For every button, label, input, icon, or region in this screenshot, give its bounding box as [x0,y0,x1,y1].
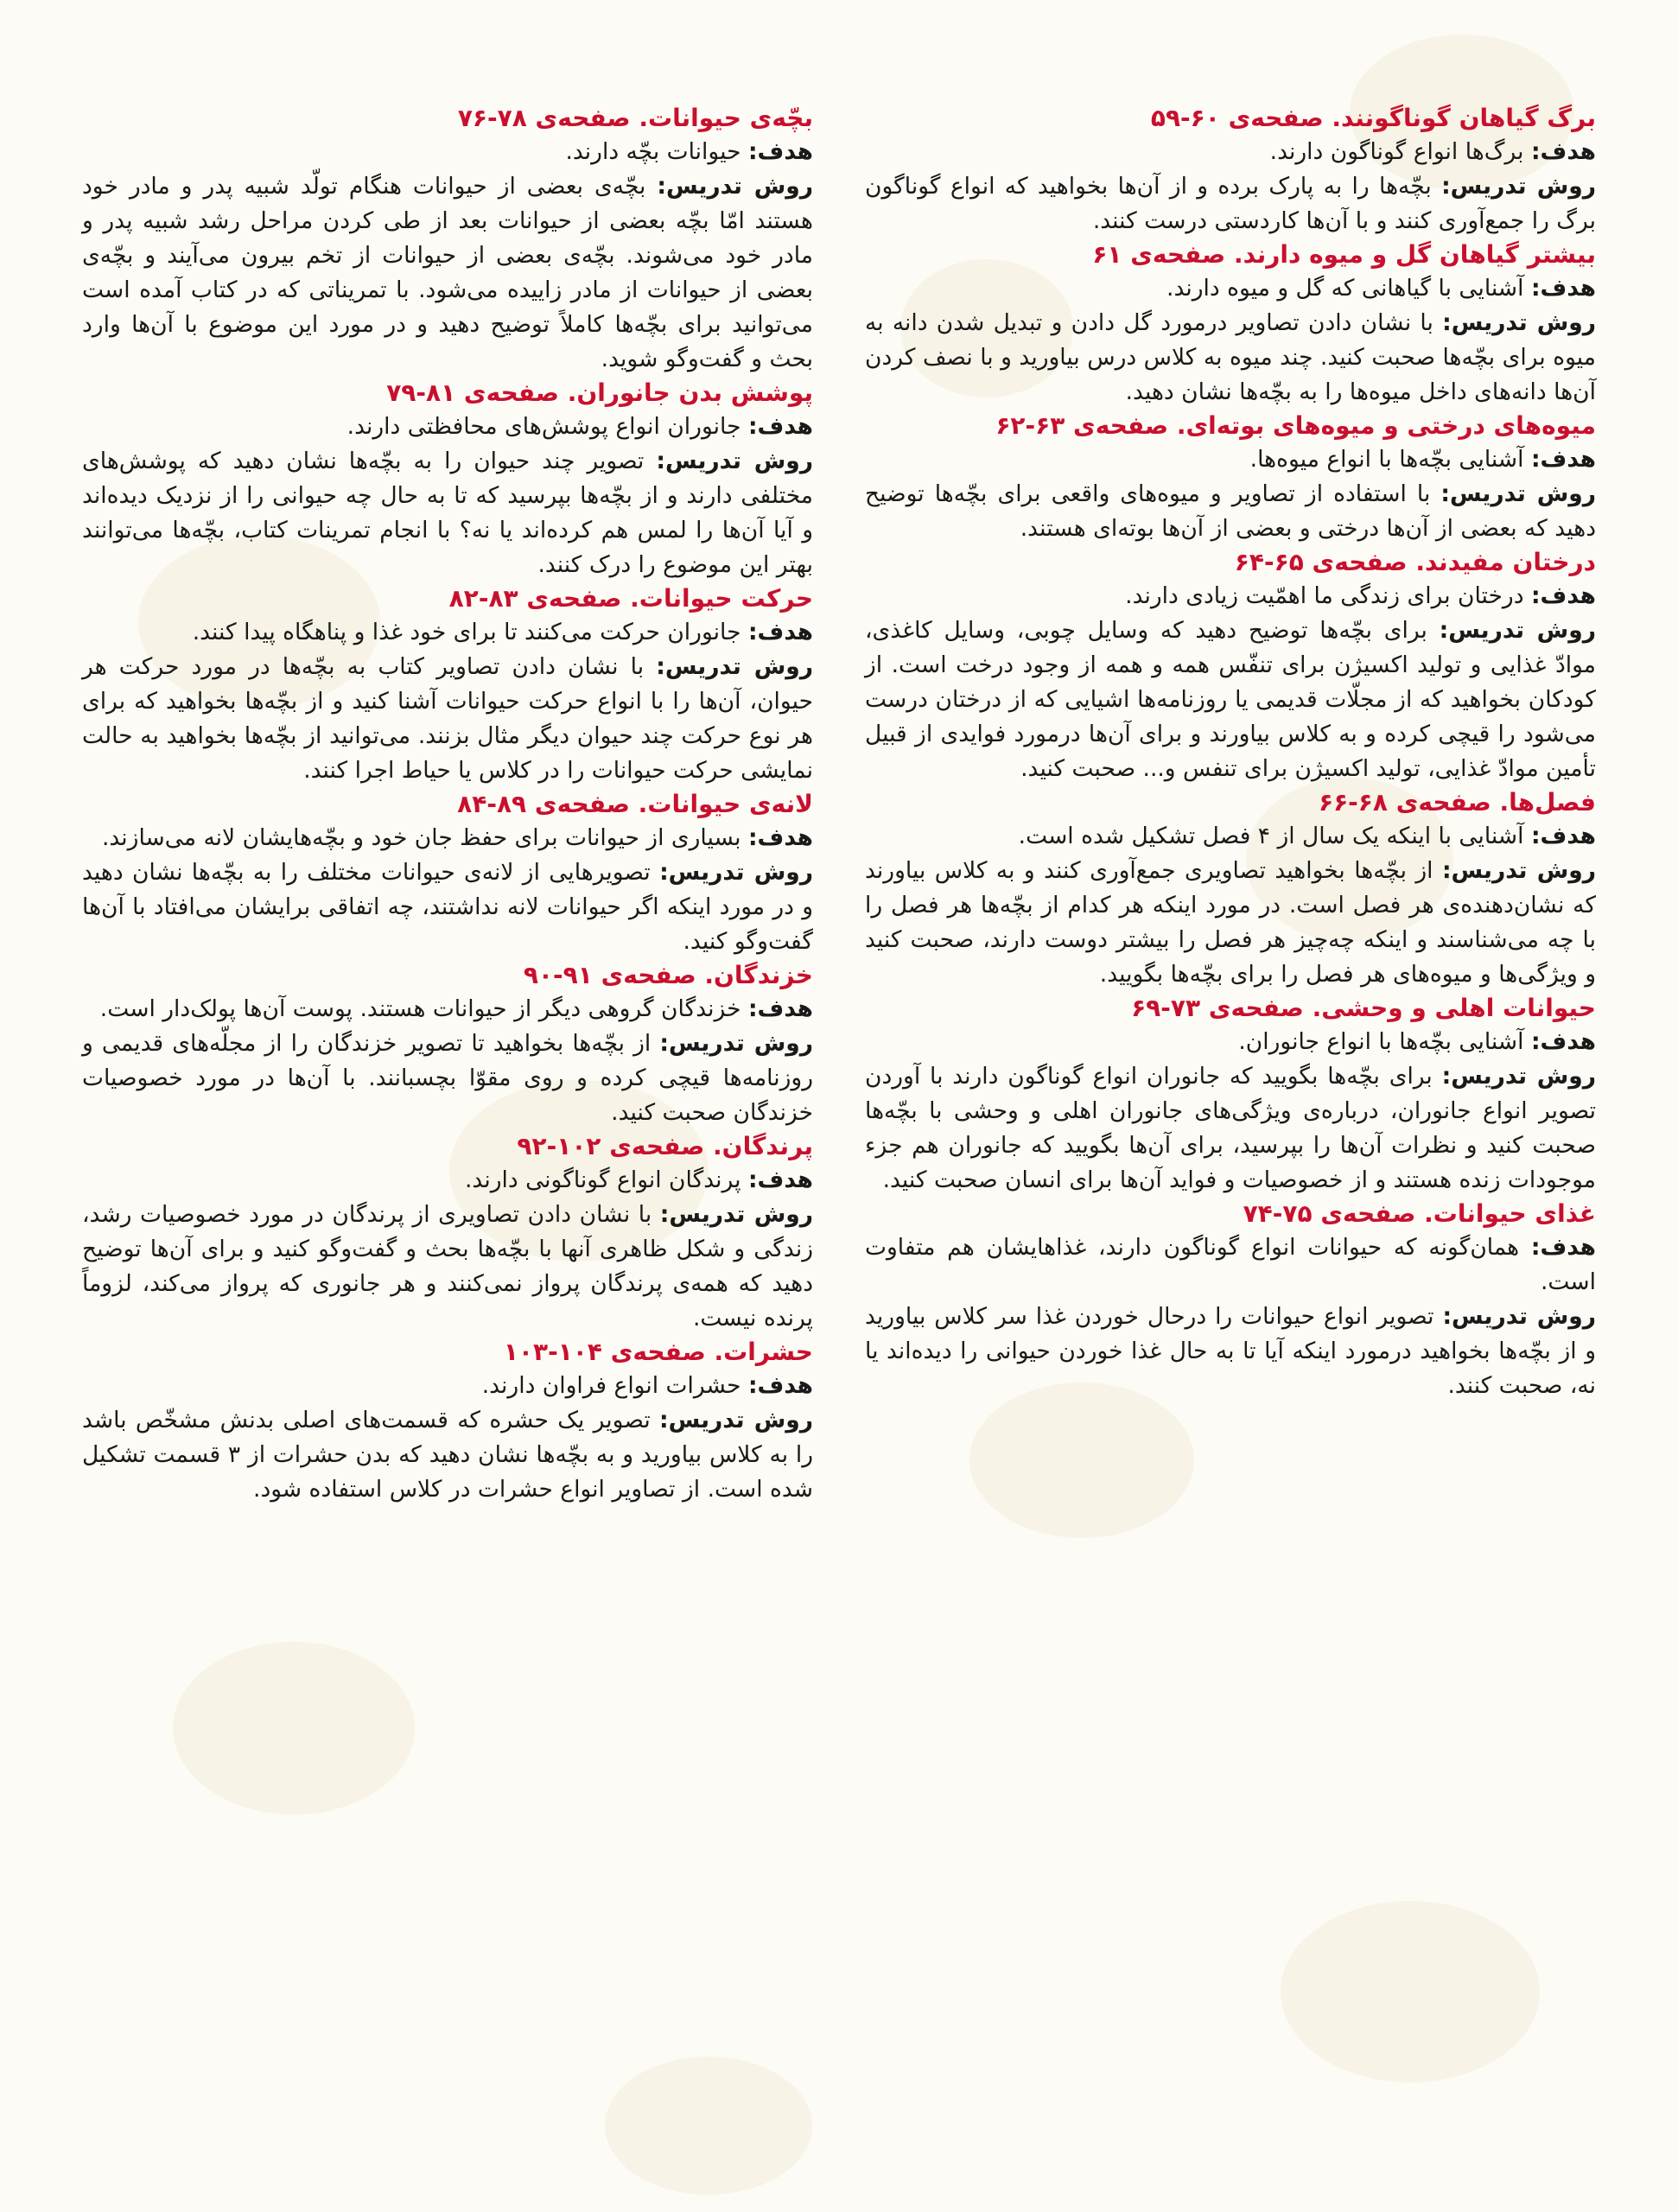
goal-label: هدف: [747,619,813,645]
goal-label: هدف: [1530,1234,1596,1261]
section-flowers-fruits [865,238,1596,410]
goal-value: آشنایی با اینکه یک سال از ۴ فصل تشکیل شده است. [1018,823,1524,849]
section-title: حرکت حیوانات. صفحه‌ی ۸۳-۸۲ [448,584,813,613]
goal-label: هدف: [747,824,813,851]
goal-text [82,821,813,855]
goal-label: هدف: [1530,138,1596,165]
section-leaves [865,102,1596,238]
goal-label: هدف: [1530,446,1596,473]
method-text [82,1198,813,1336]
goal-value: جانوران حرکت می‌کنند تا برای خود غذا و پناهگاه پیدا کنند. [192,619,741,645]
method-text [865,477,1596,546]
method-value: با نشان دادن تصاویر کتاب به بچّه‌ها در مورد حرکت هر حیوان، آن‌ها را با انواع حرکت حیوانات آشنا کنید و از بچّه‌ها بخواهید که برای هر نوع حرکت چند حیوان دیگر مثال بزنند. می‌توانید از بچّه‌ها بخواهید به حالت نمایشی حرکت حیوانات را در کلاس یا حیاط اجرا کنند. [82,653,813,784]
section-animal-movement [82,582,813,788]
section-seasons [865,786,1596,992]
method-label: روش تدریس: [1442,1303,1596,1330]
goal-value: برگ‌ها انواع گوناگون دارند. [1269,138,1524,165]
method-value: بچّه‌ها را به پارک برده و از آن‌ها بخواهید که انواع گوناگون برگ را جمع‌آوری کنند و با آن‌ها کاردستی درست کنند. [865,173,1596,234]
goal-label: هدف: [1530,275,1596,302]
method-label: روش تدریس: [656,448,813,474]
method-label: روش تدریس: [659,1201,813,1228]
section-animal-coverings [82,377,813,582]
right-column [865,102,1596,2158]
method-value: از بچّه‌ها بخواهید تا تصویر خزندگان را از مجلّه‌های قدیمی و روزنامه‌ها قیچی کرده و روی مقوّا بچسبانند. با آن‌ها در مورد خصوصیات خزندگان صحبت کنید. [82,1030,813,1126]
section-useful-trees [865,546,1596,786]
section-title: فصل‌ها. صفحه‌ی ۶۸-۶۶ [1318,788,1596,817]
goal-text [865,819,1596,854]
goal-text [82,615,813,650]
goal-label: هدف: [1530,823,1596,849]
goal-label: هدف: [1530,582,1596,609]
method-label: روش تدریس: [1442,309,1596,336]
section-title: غذای حیوانات. صفحه‌ی ۷۵-۷۴ [1243,1199,1596,1228]
goal-text [82,1369,813,1403]
goal-value: جانوران انواع پوشش‌های محافظتی دارند. [346,413,741,440]
section-title: پوشش بدن جانوران. صفحه‌ی ۸۱-۷۹ [386,378,813,407]
goal-value: بسیاری از حیوانات برای حفظ جان خود و بچّه‌هایشان لانه می‌سازند. [101,824,741,851]
method-label: روش تدریس: [1441,173,1596,200]
section-title: برگ گیاهان گوناگونند. صفحه‌ی ۶۰-۵۹ [1150,104,1596,132]
method-value: با استفاده از تصاویر و میوه‌های واقعی برای بچّه‌ها توضیح دهید که بعضی از آن‌ها درختی و بعضی از آن‌ها بوته‌ای هستند. [865,480,1596,542]
method-label: روش تدریس: [659,1407,813,1433]
section-animal-food [865,1198,1596,1403]
section-baby-animals [82,102,813,377]
method-value: با نشان دادن تصاویر درمورد گل دادن و تبدیل شدن دانه به میوه برای بچّه‌ها صحبت کنید. چند میوه به کلاس درس بیاورید و با نصف کردن آن‌ها دانه‌های داخل میوه‌ها را به بچّه‌ها نشان دهید. [865,309,1596,405]
page-content [82,102,1596,2158]
method-value: با نشان دادن تصاویری از پرندگان در مورد خصوصیات رشد، زندگی و شکل ظاهری آنها با بچّه‌ها بحث و گفت‌وگو کنید و برای آن‌ها توضیح دهید که همه‌ی پرندگان پرواز نمی‌کنند و هر جانوری که پرواز می‌کند، لزوماً پرنده نیست. [82,1201,813,1332]
section-title: بچّه‌ی حیوانات. صفحه‌ی ۷۸-۷۶ [457,104,813,132]
method-value: بچّه‌ی بعضی از حیوانات هنگام تولّد شبیه پدر و مادر خود هستند امّا بچّه بعضی از حیوانات بعد از طی کردن مراحل رشد شبیه پدر و مادر خود می‌شوند. بچّه‌ی بعضی از حیوانات از تخم بیرون می‌آیند و بچّه‌ی بعضی از حیوانات از مادر زاییده می‌شود. با تمریناتی که در کتاب آمده است می‌توانید برای بچّه‌ها کاملاً توضیح دهید و در مورد این موضوع با آن‌ها وارد بحث و گفت‌وگو شوید. [82,173,813,372]
method-value: تصویرهایی از لانه‌ی حیوانات مختلف را به بچّه‌ها نشان دهید و در مورد اینکه اگر حیوانات لانه نداشتند، چه اتفاقی برایشان می‌افتاد با آن‌ها گفت‌وگو کنید. [82,859,813,955]
method-text [82,444,813,582]
goal-value: آشنایی با گیاهانی که گل و میوه دارند. [1166,275,1524,302]
goal-text [82,992,813,1027]
goal-value: خزندگان گروهی دیگر از حیوانات هستند. پوست آن‌ها پولک‌دار است. [99,995,741,1022]
section-title: لانه‌ی حیوانات. صفحه‌ی ۸۹-۸۴ [457,790,813,818]
left-column [82,102,813,2158]
method-value: از بچّه‌ها بخواهید تصاویری جمع‌آوری کنند و به کلاس بیاورند که نشان‌دهنده‌ی هر فصل است. در مورد اینکه هر کدام از بچّه‌ها هر فصل را با چه می‌شناسند و اینکه چه‌چیز هر فصل را بیشتر دوست دارند، صحبت کنید و ویژگی‌ها و میوه‌های هر فصل را برای بچّه‌ها بگویید. [865,857,1596,988]
method-text [82,1027,813,1130]
goal-text [865,442,1596,477]
goal-text [865,579,1596,613]
goal-value: حشرات انواع فراوان دارند. [481,1372,741,1399]
method-text [82,650,813,788]
method-text [82,855,813,959]
method-text [865,1300,1596,1403]
goal-text [82,1163,813,1198]
section-title: حشرات. صفحه‌ی ۱۰۴-۱۰۳ [503,1338,813,1366]
goal-text [82,135,813,169]
method-label: روش تدریس: [657,173,813,200]
method-label: روش تدریس: [1439,617,1596,644]
method-text [82,1403,813,1507]
section-tree-bush-fruits [865,410,1596,546]
section-birds [82,1130,813,1336]
method-value: تصویر یک حشره که قسمت‌های اصلی بدنش مشخّص باشد را به کلاس بیاورید و به بچّه‌ها نشان دهید که بدن حشرات از ۳ قسمت تشکیل شده است. از تصاویر انواع حشرات در کلاس استفاده شود. [82,1407,813,1503]
goal-text [865,135,1596,169]
method-label: روش تدریس: [1441,1063,1596,1090]
method-text [865,1059,1596,1198]
method-value: تصویر انواع حیوانات را درحال خوردن غذا سر کلاس بیاورید و از بچّه‌ها بخواهید درمورد اینکه آیا تا به حال غذا خوردن حیوانی را دیده‌اند یا نه، صحبت کنند. [865,1303,1596,1399]
section-reptiles [82,959,813,1130]
section-title: خزندگان. صفحه‌ی ۹۱-۹۰ [523,961,813,989]
method-text [865,613,1596,786]
section-insects [82,1336,813,1507]
method-text [865,169,1596,238]
goal-label: هدف: [747,1166,813,1193]
section-title: حیوانات اهلی و وحشی. صفحه‌ی ۷۳-۶۹ [1131,994,1596,1022]
section-domestic-wild-animals [865,992,1596,1198]
method-label: روش تدریس: [1440,480,1596,507]
section-animal-nests [82,788,813,959]
method-label: روش تدریس: [656,653,813,680]
method-label: روش تدریس: [659,859,813,886]
goal-label: هدف: [1530,1028,1596,1055]
method-label: روش تدریس: [659,1030,814,1057]
section-title: پرندگان. صفحه‌ی ۱۰۲-۹۲ [517,1132,813,1160]
section-title: بیشتر گیاهان گل و میوه دارند. صفحه‌ی ۶۱ [1092,240,1596,269]
goal-value: پرندگان انواع گوناگونی دارند. [464,1166,741,1193]
method-text [82,169,813,377]
section-title: میوه‌های درختی و میوه‌های بوته‌ای. صفحه‌ی ۶۳-۶۲ [995,411,1596,440]
method-label: روش تدریس: [1441,857,1596,884]
goal-label: هدف: [747,138,813,165]
method-text [865,306,1596,410]
goal-value: درختان برای زندگی ما اهمّیت زیادی دارند. [1125,582,1524,609]
goal-label: هدف: [747,995,813,1022]
goal-value: آشنایی بچّه‌ها با انواع میوه‌ها. [1249,446,1524,473]
goal-value: همان‌گونه که حیوانات انواع گوناگون دارند، غذاهایشان هم متفاوت است. [865,1234,1596,1295]
method-value: برای بچّه‌ها بگویید که جانوران انواع گوناگون دارند با آوردن تصویر انواع جانوران، درباره‌ی ویژگی‌های جانوران اهلی و وحشی با بچّه‌ها صحبت کنید و نظرات آن‌ها را بپرسید، برای آن‌ها بگویید که جانوران هم جزء موجودات زنده هستند و از خصوصیات و فواید آن‌ها برای انسان صحبت کنید. [865,1063,1596,1193]
method-value: برای بچّه‌ها توضیح دهید که وسایل چوبی، وسایل کاغذی، موادّ غذایی و تولید اکسیژن برای تنفّس همه و همه از وجود درخت است. از کودکان بخواهید که از مجلّات قدیمی یا روزنامه‌ها اشیایی که از درختان درست می‌شود را قیچی کرده و به کلاس بیاورند و برای آن‌ها درمورد فوایدی از قبیل تأمین موادّ غذایی، تولید اکسیژن برای تنفس و... صحبت کنید. [865,617,1596,782]
goal-text [865,271,1596,306]
section-title: درختان مفیدند. صفحه‌ی ۶۵-۶۴ [1234,548,1596,576]
method-value: تصویر چند حیوان را به بچّه‌ها نشان دهید که پوشش‌های مختلفی دارند و از بچّه‌ها بپرسید که تا به حال چه حیوانی را از نزدیک دیده‌اند و آیا آن‌ها را لمس هم کرده‌اند یا نه؟ با انجام تمرینات کتاب، بچّه‌ها می‌توانند بهتر این موضوع را درک کنند. [82,448,813,578]
goal-value: آشنایی بچّه‌ها با انواع جانوران. [1238,1028,1524,1055]
goal-value: حیوانات بچّه دارند. [565,138,741,165]
goal-text [865,1230,1596,1300]
goal-label: هدف: [747,413,813,440]
goal-label: هدف: [747,1372,813,1399]
method-text [865,854,1596,992]
goal-text [82,410,813,444]
goal-text [865,1025,1596,1059]
